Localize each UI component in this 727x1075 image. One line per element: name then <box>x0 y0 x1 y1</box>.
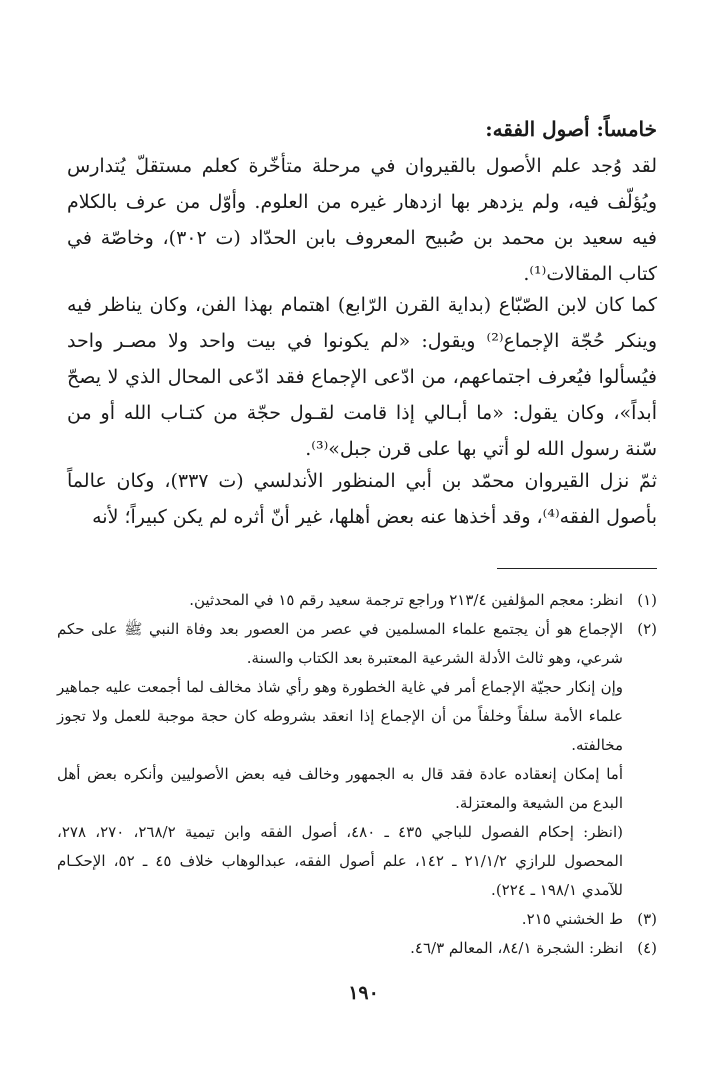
footnote-text: انظر: معجم المؤلفين ٢١٣/٤ وراجع ترجمة سعيد رقم ١٥ في المحدثين. <box>189 591 623 609</box>
body-paragraph-3: ثمّ نزل القيروان محمّد بن أبي المنظور الأندلسي (ت ٣٣٧)، وكان عالماً بأصول الفقه⁽⁴⁾، وقد أخذها عنه بعض أهلها، غير أنّ أثره لم يكن كبيراً؛ لأنه <box>67 470 657 528</box>
footnote-2 <box>57 615 657 673</box>
footnote-number: (٣) <box>637 910 657 928</box>
body-paragraph-2: كما كان لابن الصّبّاع (بداية القرن الرّابع) اهتمام بهذا الفن، وكان يناظر فيه وينكر حُجّة الإجماع⁽²⁾ ويقول: «لم يكونوا في بيت واحد ولا مصـر واحد فيُسألوا فيُعرف اجتماعهم، من ادّعى الإجماع فقد ادّعى المحال الذي لا يصحّ أبداً»، وكان يقول: «ما أبـالي إذا قامت لقـول حجّة من كتـاب الله أو من سّنة رسول الله لو أتي بها على قرن جبل»⁽³⁾. <box>67 294 657 460</box>
footnote-number: (٤) <box>637 939 657 957</box>
footnote-2-continuation: وإن إنكار حجيّة الإجماع أمر في غاية الخطورة وهو رأي شاذ مخالف لما أجمعت عليه جماهير علماء الأمة سلفاً وخلفاً من أن الإجماع إذا انعقد بشروطه كان حجة موجبة للعمل ولا تجوز مخالفته. <box>57 678 623 754</box>
footnote-2-continuation: أما إمكان إنعقاده عادة فقد قال به الجمهور وخالف فيه بعض الأصوليين وأنكره بعض أهل البدع من الشيعة والمعتزلة. <box>57 765 623 812</box>
footnote-number: (٢) <box>637 620 657 638</box>
footnote-divider <box>497 568 657 569</box>
footnote-3 <box>57 905 657 934</box>
footnote-4 <box>57 934 657 963</box>
body-paragraph-1: لقد وُجد علم الأصول بالقيروان في مرحلة متأخّرة كعلم مستقلّ يُتدارس ويُؤلّف فيه، ولم يزدهر بها ازدهار غيره من العلوم. وأوّل من عرف بالكلام فيه سعيد بن محمد بن صُبيح المعروف بابن الحدّاد (ت ٣٠٢)، وخاصّة في كتاب المقالات⁽¹⁾. <box>67 155 657 285</box>
page-number: ١٩٠ <box>348 982 379 1004</box>
footnote-text: انظر: الشجرة ٨٤/١، المعالم ٤٦/٣. <box>410 939 623 957</box>
footnote-number: (١) <box>637 591 657 609</box>
footnote-text: الإجماع هو أن يجتمع علماء المسلمين في عصر من العصور بعد وفاة النبي ﷺ على حكم شرعي، وهو ثالث الأدلة الشرعية المعتبرة بعد الكتاب والسنة. <box>57 620 623 667</box>
footnote-text: ط الخشني ٢١٥. <box>521 910 623 928</box>
section-heading: خامساً: أصول الفقه: <box>485 117 657 141</box>
footnote-2-references: (انظر: إحكام الفصول للباجي ٤٣٥ ـ ٤٨٠، أصول الفقه وابن تيمية ٢٦٨/٢، ٢٧٠، ٢٧٨، المحصول للرازي ٢١/١/٢ ـ ١٤٢، علم أصول الفقه، عبدالوهاب خلاف ٤٥ ـ ٥٢، الإحكـام للآمدي ١٩٨/١ ـ ٢٢٤). <box>57 823 624 899</box>
footnote-1 <box>57 586 657 615</box>
footnotes <box>57 586 657 963</box>
